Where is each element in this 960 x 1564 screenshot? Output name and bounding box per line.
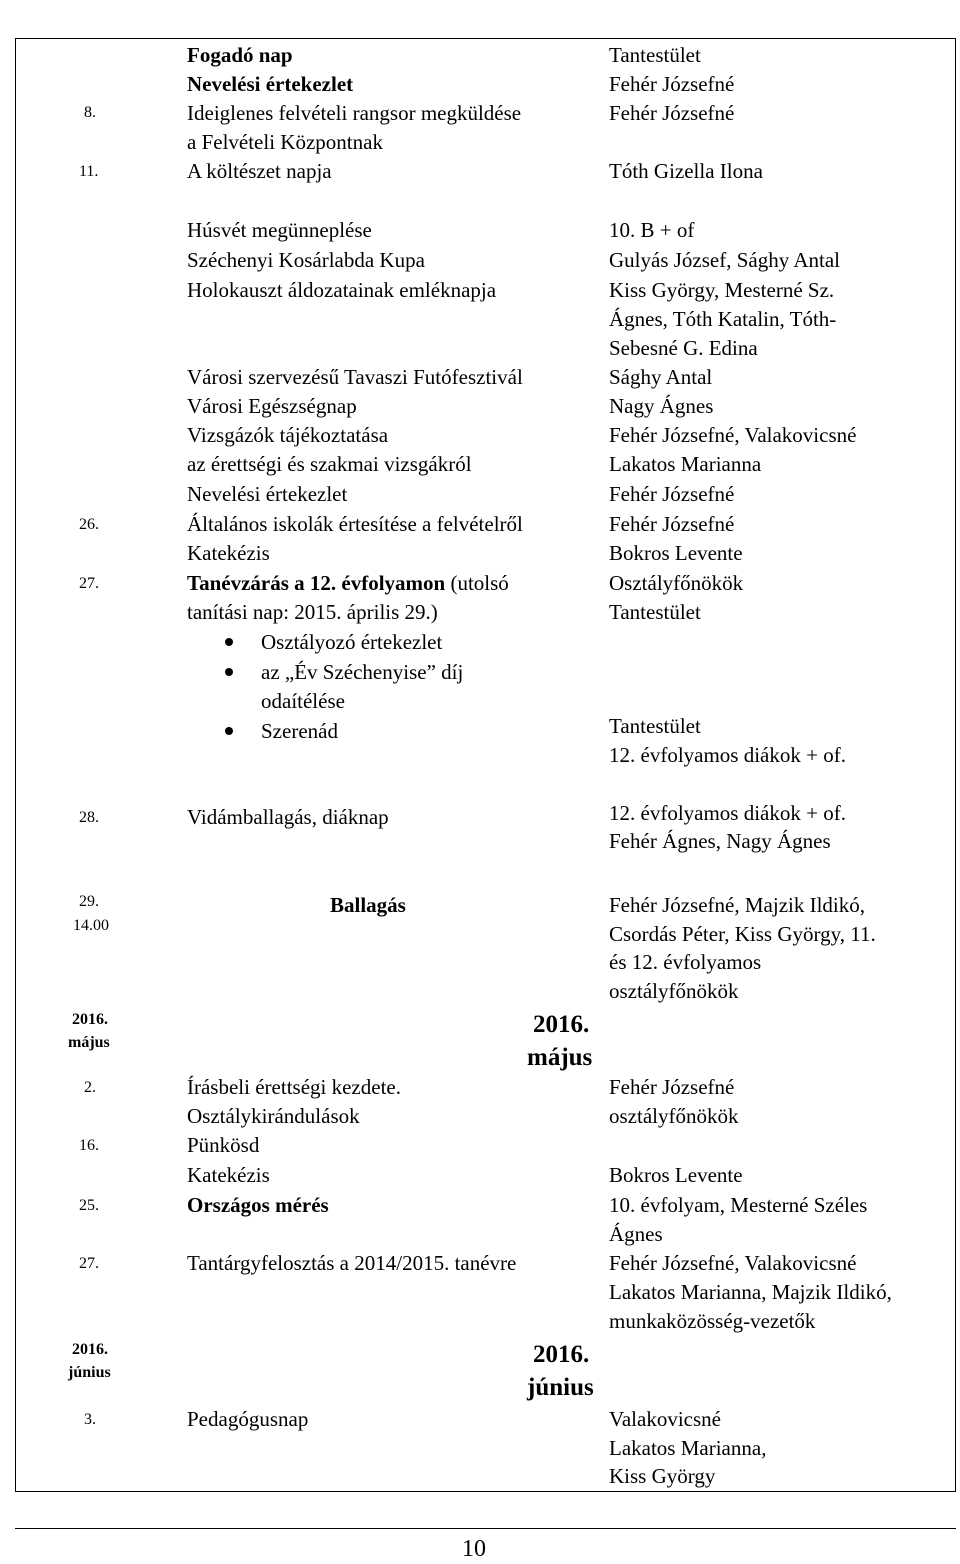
resp-ballagas-l4: osztályfőnökök bbox=[609, 979, 739, 1003]
resp-futofesztival: Sághy Antal bbox=[609, 365, 713, 389]
bullet-szerenad-text: Szerenád bbox=[261, 719, 338, 743]
bullet-szerenad bbox=[261, 717, 338, 746]
event-tanevzaras-bold: Tanévzárás a 12. évfolyamon bbox=[187, 571, 446, 595]
event-futofesztival: Városi szervezésű Tavaszi Futófesztivál bbox=[187, 365, 523, 389]
month-may-small-year: 2016. bbox=[72, 1011, 108, 1028]
day-8: 8. bbox=[84, 104, 96, 121]
day-29: 29. bbox=[79, 893, 99, 910]
resp-nevelesi-ertekezlet: Fehér Józsefné bbox=[609, 72, 735, 96]
time-14-00: 14.00 bbox=[73, 917, 109, 934]
resp-vidamballagas-l1: 12. évfolyamos diákok + of. bbox=[609, 801, 846, 825]
resp-rangsor: Fehér Józsefné bbox=[609, 101, 735, 125]
month-may-big-name: május bbox=[527, 1044, 593, 1071]
event-egeszsegnap: Városi Egészségnap bbox=[187, 394, 357, 418]
june-resp-pedagogusnap-l2: Lakatos Marianna, bbox=[609, 1436, 767, 1460]
june-day-3: 3. bbox=[84, 1411, 96, 1428]
may-resp-tantargyfelosztas-l3: munkaközösség-vezetők bbox=[609, 1309, 816, 1333]
resp-vizsgazok-l1: Fehér Józsefné, Valakovicsné bbox=[609, 423, 857, 447]
event-katekezis: Katekézis bbox=[187, 541, 270, 565]
resp-katekezis: Bokros Levente bbox=[609, 541, 743, 565]
month-june-small-name: június bbox=[68, 1364, 111, 1381]
event-kosarlabda-kupa: Széchenyi Kosárlabda Kupa bbox=[187, 248, 425, 272]
resp-kosarlabda-kupa: Gulyás József, Sághy Antal bbox=[609, 248, 840, 272]
resp-ballagas-l2: Csordás Péter, Kiss György, 11. bbox=[609, 922, 876, 946]
event-kolteszet-napja: A költészet napja bbox=[187, 159, 332, 183]
event-rangsor-l1: Ideiglenes felvételi rangsor megküldése bbox=[187, 101, 522, 125]
bullet-ev-szechenyise-text: az „Év Széchenyise” díj bbox=[261, 660, 464, 684]
resp-vizsgazok-l2: Lakatos Marianna bbox=[609, 452, 762, 476]
event-altalanos-iskolak: Általános iskolák értesítése a felvételről bbox=[187, 512, 523, 536]
resp-vidamballagas-l2: Fehér Ágnes, Nagy Ágnes bbox=[609, 829, 831, 853]
june-resp-pedagogusnap-l1: Valakovicsné bbox=[609, 1407, 721, 1431]
bullet-dot-icon bbox=[225, 668, 233, 676]
may-resp-orszagos-meres-l2: Ágnes bbox=[609, 1222, 663, 1246]
event-tanevzaras-l2: tanítási nap: 2015. április 29.) bbox=[187, 600, 438, 624]
month-june-small-year: 2016. bbox=[72, 1341, 108, 1358]
may-resp-tantargyfelosztas-l2: Lakatos Marianna, Majzik Ildikó, bbox=[609, 1280, 892, 1304]
day-11: 11. bbox=[79, 163, 99, 180]
resp-egeszsegnap: Nagy Ágnes bbox=[609, 394, 714, 418]
day-27: 27. bbox=[79, 575, 99, 592]
month-june-big-name: június bbox=[527, 1374, 594, 1401]
may-event-tantargyfelosztas: Tantárgyfelosztás a 2014/2015. tanévre bbox=[187, 1251, 517, 1275]
day-28: 28. bbox=[79, 809, 99, 826]
event-husvet: Húsvét megünneplése bbox=[187, 218, 372, 242]
may-event-irasbeli-l2: Osztálykirándulások bbox=[187, 1104, 360, 1128]
may-event-irasbeli-l1: Írásbeli érettségi kezdete. bbox=[187, 1075, 401, 1099]
may-day-16: 16. bbox=[79, 1137, 99, 1154]
resp-kolteszet-napja: Tóth Gizella Ilona bbox=[609, 159, 763, 183]
bullet-dot-icon bbox=[225, 727, 233, 735]
resp-holokauszt-l1: Kiss György, Mesterné Sz. bbox=[609, 278, 835, 302]
resp-holokauszt-l2: Ágnes, Tóth Katalin, Tóth- bbox=[609, 307, 837, 331]
resp-fogado-nap: Tantestület bbox=[609, 43, 701, 67]
month-may-big-year: 2016. bbox=[533, 1011, 590, 1038]
resp-holokauszt-l3: Sebesné G. Edina bbox=[609, 336, 758, 360]
may-event-katekezis: Katekézis bbox=[187, 1163, 270, 1187]
month-may-small-name: május bbox=[68, 1034, 110, 1051]
bullet-osztalyozo-text: Osztályozó értekezlet bbox=[261, 630, 443, 654]
footer-divider bbox=[15, 1528, 956, 1529]
may-resp-katekezis: Bokros Levente bbox=[609, 1163, 743, 1187]
resp-ballagas-l3: és 12. évfolyamos bbox=[609, 950, 762, 974]
may-resp-tantargyfelosztas-l1: Fehér Józsefné, Valakovicsné bbox=[609, 1251, 857, 1275]
may-day-27: 27. bbox=[79, 1255, 99, 1272]
may-event-orszagos-meres: Országos mérés bbox=[187, 1193, 329, 1217]
may-day-2: 2. bbox=[84, 1079, 96, 1096]
event-tanevzaras-l1 bbox=[187, 569, 509, 598]
event-nevelesi-ertekezlet: Nevelési értekezlet bbox=[187, 72, 354, 96]
may-day-25: 25. bbox=[79, 1197, 99, 1214]
bullet-ev-szechenyise-l2: odaítélése bbox=[261, 689, 345, 713]
june-event-pedagogusnap: Pedagógusnap bbox=[187, 1407, 309, 1431]
may-event-punkosd: Pünkösd bbox=[187, 1133, 260, 1157]
may-resp-orszagos-meres-l1: 10. évfolyam, Mesterné Széles bbox=[609, 1193, 868, 1217]
resp-tanevzaras-l3: Tantestület bbox=[609, 714, 701, 738]
event-vizsgazok-l2: az érettségi és szakmai vizsgákról bbox=[187, 452, 472, 476]
bullet-dot-icon bbox=[225, 638, 233, 646]
bullet-ev-szechenyise-l1 bbox=[261, 658, 463, 687]
resp-tanevzaras-l1: Osztályfőnökök bbox=[609, 571, 744, 595]
event-tanevzaras-rest: (utolsó bbox=[445, 571, 509, 595]
month-june-big-year: 2016. bbox=[533, 1341, 590, 1368]
event-fogado-nap: Fogadó nap bbox=[187, 43, 293, 67]
resp-tanevzaras-l2: Tantestület bbox=[609, 600, 701, 624]
bullet-osztalyozo bbox=[261, 628, 442, 657]
event-rangsor-l2: a Felvételi Központnak bbox=[187, 130, 383, 154]
event-vizsgazok-l1: Vizsgázók tájékoztatása bbox=[187, 423, 389, 447]
event-vidamballagas: Vidámballagás, diáknap bbox=[187, 805, 389, 829]
resp-tanevzaras-l4: 12. évfolyamos diákok + of. bbox=[609, 743, 846, 767]
event-holokauszt: Holokauszt áldozatainak emléknapja bbox=[187, 278, 497, 302]
page-number: 10 bbox=[462, 1536, 486, 1562]
resp-ballagas-l1: Fehér Józsefné, Majzik Ildikó, bbox=[609, 893, 866, 917]
day-26: 26. bbox=[79, 516, 99, 533]
resp-altalanos-iskolak: Fehér Józsefné bbox=[609, 512, 735, 536]
june-resp-pedagogusnap-l3: Kiss György bbox=[609, 1464, 716, 1488]
event-nevelesi-ertekezlet-2: Nevelési értekezlet bbox=[187, 482, 348, 506]
may-resp-irasbeli-l2: osztályfőnökök bbox=[609, 1104, 739, 1128]
may-resp-irasbeli-l1: Fehér Józsefné bbox=[609, 1075, 735, 1099]
event-ballagas: Ballagás bbox=[330, 893, 406, 917]
resp-husvet: 10. B + of bbox=[609, 218, 695, 242]
resp-nevelesi-ertekezlet-2: Fehér Józsefné bbox=[609, 482, 735, 506]
